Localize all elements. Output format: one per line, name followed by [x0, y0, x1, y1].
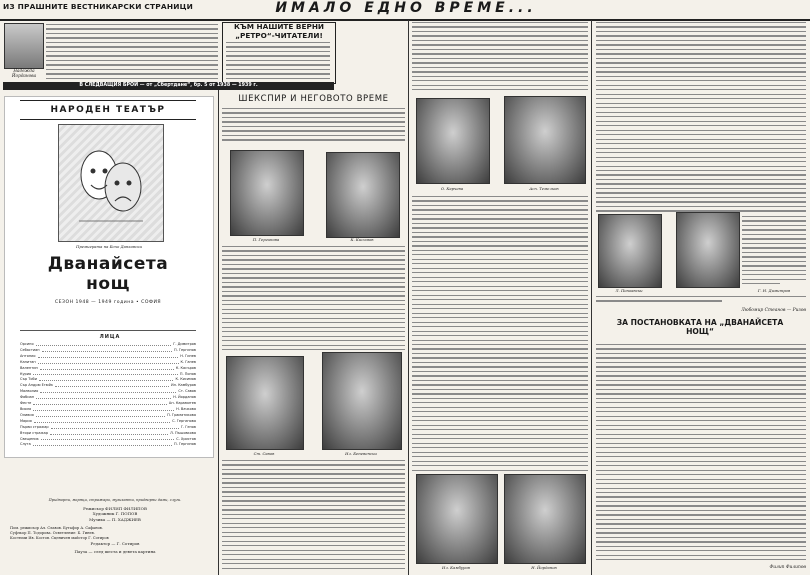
actor-photo — [416, 98, 490, 184]
program-divider — [20, 330, 196, 331]
headline-line2: НОЩ“ — [686, 327, 714, 336]
actor-photo — [416, 474, 498, 564]
headline-line1: ЗА ПОСТАНОВКАТА НА „ДВАНАЙСЕТА — [616, 318, 784, 327]
photo-caption: Л. Попоавски — [615, 288, 643, 293]
cast-role: Първи стражар — [20, 424, 49, 429]
article-text — [222, 460, 405, 572]
cast-leader-dots — [33, 372, 178, 376]
cast-role: Свещеник — [20, 436, 39, 441]
photo-caption: П. Гергинова — [252, 237, 280, 242]
program-credits — [10, 498, 220, 554]
program-artist: Художник Г. ПОПОВ — [92, 511, 138, 517]
column-rule — [591, 20, 592, 575]
section-rubric: ИЗ ПРАШНИТЕ ВЕСТНИКАРСКИ СТРАНИЦИ — [3, 2, 194, 11]
cast-role: Слуга — [20, 442, 31, 447]
article-text — [412, 22, 588, 92]
cast-leader-dots — [39, 377, 174, 381]
photo-caption: Ил. Камбуров — [442, 565, 470, 570]
author-signature: Любомир Стеанов — Ризов — [741, 308, 806, 313]
cast-list — [20, 342, 196, 492]
cast-leader-dots — [33, 442, 172, 446]
intro-text — [46, 24, 218, 80]
cast-role: Сър Андрю Егюйк — [20, 383, 54, 388]
program-season: СЕЗОН 1948 — 1949 година • СОФИЯ — [54, 300, 162, 305]
photo-caption: О. Карчева — [440, 186, 464, 191]
program-music: Музика — П. ХАДЖИЕВ — [89, 516, 141, 522]
cast-role: Капитан — [20, 359, 36, 364]
program-persons-label: ЛИЦА — [99, 334, 121, 340]
program-illustration — [58, 124, 164, 242]
cast-actor: Н. Гинев — [180, 353, 196, 358]
actor-photo — [322, 352, 402, 450]
cast-actor: Ил. Камбуров — [170, 383, 196, 388]
article-text — [222, 108, 405, 144]
retro-notice-text — [226, 42, 330, 80]
cast-leader-dots — [42, 348, 172, 352]
actor-photo — [230, 150, 304, 236]
photo-caption: Г. Н. Димитров — [757, 288, 791, 293]
cast-leader-dots — [38, 354, 179, 358]
cast-role: Валентин — [20, 365, 38, 370]
article-text — [742, 216, 806, 286]
actor-photo — [676, 212, 740, 288]
cast-actor: К. Кисимов — [175, 377, 196, 382]
cast-actor: Л. Пъшовкова — [170, 430, 196, 435]
cast-leader-dots — [50, 431, 168, 435]
actor-photo — [504, 474, 586, 564]
actor-photo — [226, 356, 304, 450]
program-title-line2: нощ — [86, 274, 130, 294]
cast-leader-dots — [51, 425, 179, 429]
cast-role: Курио — [20, 371, 32, 376]
cast-role: Мария — [20, 418, 32, 423]
cast-actor: К. Ганев — [180, 359, 196, 364]
program-header: НАРОДЕН ТЕАТЪР — [20, 100, 196, 120]
cast-actor: К. Касъров — [175, 365, 196, 370]
article-headline — [594, 318, 806, 336]
cast-actor: Н. Йорданов — [173, 395, 196, 400]
page-title: ИМАЛО ЕДНО ВРЕМЕ... — [275, 0, 537, 16]
cast-leader-dots — [33, 407, 174, 411]
program-pause: Пауза — след шеста и девета картина — [74, 548, 156, 554]
cast-leader-dots — [34, 419, 170, 423]
article-text — [412, 196, 588, 474]
program-staff-2: Суфльор П. Тодорова. Осветление: Б. Гинев. — [10, 531, 95, 536]
article-text — [596, 22, 806, 212]
program-footnote: Придворни, моряци, стражари, музиканти, придворни дами, слуги. — [48, 498, 182, 502]
column-rule — [408, 20, 409, 575]
cast-role: Малволио — [20, 389, 39, 394]
cast-leader-dots — [33, 401, 167, 405]
program-staff-1: Пом. режисьор Ал. Славов. Бутафор А. Сафанов. — [10, 525, 103, 530]
cast-actor: П. Гергинов — [174, 442, 196, 447]
cast-leader-dots — [41, 437, 174, 441]
photo-caption: К. Кисимов — [350, 237, 374, 242]
theatre-masks-icon — [59, 125, 163, 241]
article-text — [596, 296, 806, 308]
article-headline: ШЕКСПИР И НЕГОВОТО ВРЕМЕ — [238, 94, 389, 104]
cast-leader-dots — [38, 360, 179, 364]
cast-actor: С. Христов — [176, 436, 196, 441]
cast-role: Оливия — [20, 412, 34, 417]
cast-leader-dots — [36, 395, 171, 399]
portrait-caption: Надежда Йорданова — [11, 68, 37, 78]
photo-caption: Н. Йорданов — [531, 565, 557, 570]
cast-role: Антонио — [20, 353, 36, 358]
cast-role: Втори стражар — [20, 430, 49, 435]
cast-role: Виола — [20, 406, 32, 411]
cast-leader-dots — [40, 366, 174, 370]
photo-caption: Асп. Темелков — [529, 186, 559, 191]
cast-actor: Г. Димитров — [173, 342, 196, 346]
actor-photo — [504, 96, 586, 184]
cast-role: Орсино — [20, 342, 34, 346]
article-text — [222, 246, 405, 350]
column-rule — [218, 90, 219, 575]
cast-actor: Г. Генов — [180, 424, 196, 429]
cast-role: Фабиан — [20, 395, 35, 400]
next-issue-bar: В СЛЕДВАЩИЯ БРОЙ — от „Сбертдане“, бр. 5 от 1938 — 1939 г. — [3, 82, 334, 90]
cast-actor: Ст. Савов — [178, 389, 196, 394]
program-caption: Премиерата на Бочо Данковски — [76, 244, 142, 249]
cast-role: Сър Тоби — [20, 377, 37, 382]
program-title — [20, 254, 196, 294]
photo-caption: Ст. Савов — [253, 451, 275, 456]
cast-leader-dots — [36, 413, 165, 417]
cast-leader-dots — [55, 383, 169, 387]
program-stage-manager: Редактор — Г. Сотиров — [90, 541, 140, 547]
program-title-line1: Дванайсета — [47, 254, 169, 274]
cast-actor: С. Гергинова — [172, 418, 196, 423]
cast-actor: Ап. Карамитев — [168, 401, 196, 406]
cast-row — [20, 442, 196, 448]
author-signature: Филип Филипов — [769, 565, 806, 570]
program-staff-3: Костюми Ив. Костов. Сценичен майстор Г. Сотиров — [10, 536, 109, 541]
cast-actor: Н. Вачкова — [176, 406, 196, 411]
article-text — [596, 344, 806, 562]
cast-role: Себастиан — [20, 347, 40, 352]
retro-notice-title: КЪМ НАШИТЕ ВЕРНИ „РЕТРО“-ЧИТАТЕЛИ! — [233, 22, 325, 40]
portrait-photo — [4, 23, 44, 69]
cast-actor: П. Попов — [179, 371, 196, 376]
cast-actor: П. Гергинов — [174, 347, 196, 352]
actor-photo — [326, 152, 400, 238]
actor-photo — [598, 214, 662, 288]
cast-leader-dots — [36, 342, 172, 346]
cast-actor: П. Граматикова — [167, 412, 196, 417]
cast-role: Фесте — [20, 401, 32, 406]
header-rule — [0, 19, 810, 21]
cast-leader-dots — [40, 389, 176, 393]
program-director: Режисьор ФИЛИП ФИЛИПОВ — [83, 506, 147, 512]
photo-caption: Ил. Беневенски — [345, 451, 377, 456]
